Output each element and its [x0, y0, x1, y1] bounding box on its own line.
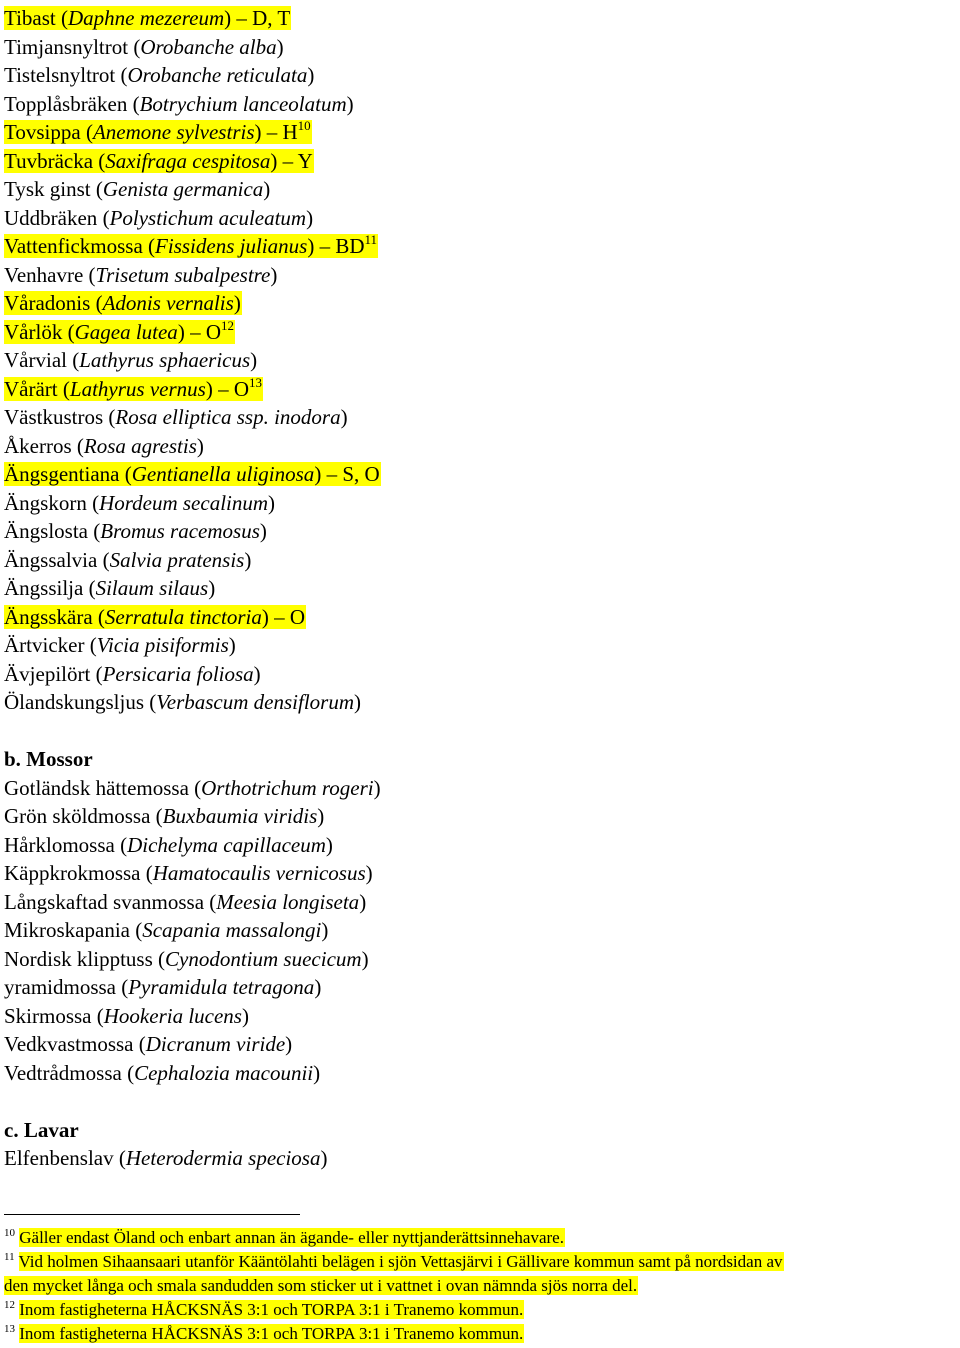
entry-text: Käppkrokmossa (Hamatocaulis vernicosus)	[4, 861, 373, 885]
list-item	[4, 688, 956, 717]
list-item	[4, 916, 956, 945]
common-name: Tovsippa	[4, 120, 81, 144]
common-name: Tibast	[4, 6, 56, 30]
scientific-name: Cephalozia macounii	[134, 1060, 314, 1085]
entry-text: Timjansnyltrot (Orobanche alba)	[4, 34, 284, 59]
common-name: Ängsgentiana	[4, 462, 120, 486]
list-item	[4, 574, 956, 603]
entry-text: Uddbräken (Polystichum aculeatum)	[4, 205, 314, 230]
list-item	[4, 460, 956, 489]
list-item	[4, 945, 956, 974]
entry-text: Ängsgentiana (Gentianella uliginosa) – S, O	[4, 462, 380, 486]
entry-text: Ävjepilört (Persicaria foliosa)	[4, 661, 261, 686]
scientific-name: Trisetum subalpestre	[95, 262, 271, 287]
category-code: D, T	[252, 6, 291, 30]
common-name: Långskaftad svanmossa	[4, 889, 205, 914]
entry-text: Ärtvicker (Vicia pisiformis)	[4, 633, 236, 657]
footnotes	[4, 1226, 956, 1346]
entry-text: Ölandskungsljus (Verbascum densiflorum)	[4, 690, 362, 714]
common-name: Vårvial	[4, 348, 67, 372]
common-name: Grön sköldmossa	[4, 804, 151, 828]
list-item	[4, 546, 956, 575]
category-code: Y	[297, 148, 313, 173]
moss-list	[4, 774, 956, 1088]
list-item	[4, 118, 956, 147]
entry-text: Långskaftad svanmossa (Meesia longiseta)	[4, 889, 367, 914]
scientific-name: Cynodontium suecicum	[165, 946, 362, 971]
scientific-name: Scapania massalongi	[142, 918, 322, 942]
entry-text: Elfenbenslav (Heterodermia speciosa)	[4, 1146, 328, 1170]
entry-text: Ängssalvia (Salvia pratensis)	[4, 547, 252, 572]
footnote-text: Vid holmen Sihaansaari utanför Kääntölahti belägen i sjön Vettasjärvi i Gällivare kommun samt på nordsidan av	[18, 1252, 783, 1271]
list-item	[4, 859, 956, 888]
common-name: Timjansnyltrot	[4, 34, 129, 59]
common-name: Ängsskära	[4, 604, 93, 629]
entry-text: Ängsskära (Serratula tinctoria) – O	[4, 604, 305, 629]
scientific-name: Adonis vernalis	[102, 291, 234, 315]
list-item	[4, 261, 956, 290]
footnote	[4, 1226, 956, 1250]
scientific-name: Daphne mezereum	[68, 6, 225, 30]
scientific-name: Vicia pisiformis	[96, 633, 229, 657]
footnote-ref: 13	[248, 374, 262, 390]
category-code: O	[205, 319, 221, 344]
scientific-name: Lathyrus vernus	[69, 376, 206, 401]
lichen-list	[4, 1144, 956, 1173]
scientific-name: Saxifraga cespitosa	[105, 148, 271, 173]
scientific-name: Rosa elliptica ssp. inodora	[115, 405, 341, 429]
entry-text: Tovsippa (Anemone sylvestris) – $H^{10}$	[4, 118, 311, 144]
common-name: Gotländsk hättemossa	[4, 775, 189, 800]
footnote-separator	[4, 1214, 300, 1215]
scientific-name: Polystichum aculeatum	[109, 205, 307, 230]
scientific-name: Serratula tinctoria	[104, 604, 262, 629]
common-name: Vattenfickmossa	[4, 234, 143, 258]
common-name: Elfenbenslav	[4, 1146, 114, 1170]
scientific-name: Hordeum secalinum	[99, 490, 269, 515]
footnote-number: 13	[4, 1323, 15, 1335]
common-name: Uddbräken	[4, 205, 98, 230]
common-name: Ängslosta	[4, 519, 88, 543]
common-name: Vedkvastmossa	[4, 1032, 134, 1056]
common-name: Vårlök	[4, 319, 63, 344]
scientific-name: Gagea lutea	[74, 319, 178, 344]
footnote-text: Inom fastigheterna HÅCKSNÄS 3:1 och TORPA 3:1 i Tranemo kommun.	[19, 1300, 524, 1319]
list-item	[4, 973, 956, 1002]
scientific-name: Hamatocaulis vernicosus	[152, 861, 366, 885]
scientific-name: Rosa agrestis	[83, 433, 197, 458]
entry-text: Våradonis (Adonis vernalis)	[4, 291, 241, 315]
entry-text: Ängslosta (Bromus racemosus)	[4, 519, 267, 543]
common-name: Tuvbräcka	[4, 148, 94, 173]
category-code: O	[289, 604, 305, 629]
footnote-text: Gäller endast Öland och enbart annan än ägande- eller nyttjanderättsinnehavare.	[19, 1228, 564, 1247]
common-name: Hårklomossa	[4, 832, 115, 857]
entry-text: Tysk ginst (Genista germanica)	[4, 177, 271, 201]
entry-text: Vattenfickmossa (Fissidens julianus) – BD$^{11}$	[4, 232, 378, 258]
entry-text: Topplåsbräken (Botrychium lanceolatum)	[4, 91, 354, 116]
common-name: Topplåsbräken	[4, 91, 128, 116]
category-code: BD	[335, 234, 365, 258]
scientific-name: Botrychium lanceolatum	[139, 91, 347, 116]
common-name: yramidmossa	[4, 975, 116, 999]
scientific-name: Orobanche alba	[140, 34, 277, 59]
list-item	[4, 517, 956, 546]
category-code: S, O	[342, 462, 380, 486]
scientific-name: Pyramidula tetragona	[128, 975, 315, 999]
common-name: Skirmossa	[4, 1003, 92, 1028]
entry-text: Vårlök (Gagea lutea) – $O^{12}$	[4, 317, 234, 344]
entry-text: Grön sköldmossa (Buxbaumia viridis)	[4, 804, 325, 828]
plant-list	[4, 4, 956, 717]
list-item	[4, 1059, 956, 1088]
footnote	[4, 1298, 956, 1322]
category-code: O	[233, 376, 249, 401]
scientific-name: Heterodermia speciosa	[125, 1146, 321, 1170]
heading-mossor: b. Mossor	[4, 747, 93, 771]
list-item	[4, 831, 956, 860]
common-name: Käppkrokmossa	[4, 861, 141, 885]
entry-text: Mikroskapania (Scapania massalongi)	[4, 918, 329, 942]
common-name: Våradonis	[4, 291, 91, 315]
list-item	[4, 660, 956, 689]
list-item	[4, 346, 956, 375]
list-item	[4, 61, 956, 90]
heading-lavar: c. Lavar	[4, 1117, 79, 1142]
common-name: Venhavre	[4, 262, 84, 287]
scientific-name: Orthotrichum rogeri	[201, 775, 374, 800]
common-name: Ävjepilört	[4, 661, 91, 686]
list-item	[4, 631, 956, 660]
common-name: Ängssalvia	[4, 547, 98, 572]
common-name: Ängskorn	[4, 490, 87, 515]
common-name: Vedtrådmossa	[4, 1060, 122, 1085]
scientific-name: Persicaria foliosa	[102, 661, 254, 686]
entry-text: yramidmossa (Pyramidula tetragona)	[4, 975, 322, 999]
entry-text: Venhavre (Trisetum subalpestre)	[4, 262, 278, 287]
entry-text: Ängssilja (Silaum silaus)	[4, 576, 216, 600]
scientific-name: Orobanche reticulata	[127, 63, 308, 87]
list-item	[4, 888, 956, 917]
list-item	[4, 489, 956, 518]
list-item	[4, 432, 956, 461]
scientific-name: Lathyrus sphaericus	[79, 348, 251, 372]
footnote-text: Inom fastigheterna HÅCKSNÄS 3:1 och TORPA 3:1 i Tranemo kommun.	[19, 1324, 524, 1343]
entry-text: Tistelsnyltrot (Orobanche reticulata)	[4, 63, 315, 87]
entry-text: Hårklomossa (Dichelyma capillaceum)	[4, 832, 333, 857]
entry-text: Ängskorn (Hordeum secalinum)	[4, 490, 276, 515]
footnote-ref: 10	[297, 118, 311, 133]
common-name: Nordisk klipptuss	[4, 946, 153, 971]
list-item	[4, 1144, 956, 1173]
footnote-number: 10	[4, 1227, 15, 1239]
entry-text: Västkustros (Rosa elliptica ssp. inodora)	[4, 405, 348, 429]
common-name: Vårärt	[4, 376, 58, 401]
entry-text: Skirmossa (Hookeria lucens)	[4, 1003, 249, 1028]
scientific-name: Genista germanica	[102, 177, 264, 201]
entry-text: Vedtrådmossa (Cephalozia macounii)	[4, 1060, 321, 1085]
list-item	[4, 204, 956, 233]
entry-text: Nordisk klipptuss (Cynodontium suecicum)	[4, 946, 369, 971]
common-name: Ölandskungsljus	[4, 690, 145, 714]
list-item	[4, 318, 956, 347]
common-name: Västkustros	[4, 405, 104, 429]
footnote-number: 11	[4, 1251, 15, 1263]
footnote-text: den mycket långa och smala sandudden som sticker ut i vattnet i ovan nämnda sjös norra del.	[4, 1276, 638, 1295]
list-item	[4, 1030, 956, 1059]
list-item	[4, 147, 956, 176]
entry-text: Vedkvastmossa (Dicranum viride)	[4, 1032, 293, 1056]
scientific-name: Anemone sylvestris	[92, 120, 255, 144]
scientific-name: Silaum silaus	[95, 576, 209, 600]
entry-text: Åkerros (Rosa agrestis)	[4, 433, 204, 458]
entry-text: Tuvbräcka (Saxifraga cespitosa) – Y	[4, 148, 313, 173]
document-body	[4, 4, 956, 1173]
common-name: Tysk ginst	[4, 177, 91, 201]
scientific-name: Gentianella uliginosa	[131, 462, 315, 486]
entry-text: Tibast (Daphne mezereum) – D, T	[4, 6, 291, 30]
footnote-number: 12	[4, 1299, 15, 1311]
common-name: Tistelsnyltrot	[4, 63, 116, 87]
entry-text: Gotländsk hättemossa (Orthotrichum rogeri)	[4, 775, 381, 800]
list-item	[4, 289, 956, 318]
scientific-name: Salvia pratensis	[109, 547, 245, 572]
list-item	[4, 4, 956, 33]
list-item	[4, 403, 956, 432]
scientific-name: Buxbaumia viridis	[162, 804, 318, 828]
list-item	[4, 375, 956, 404]
common-name: Ängssilja	[4, 576, 84, 600]
list-item	[4, 232, 956, 261]
entry-text: Vårvial (Lathyrus sphaericus)	[4, 348, 258, 372]
footnote	[4, 1250, 956, 1274]
list-item	[4, 1002, 956, 1031]
common-name: Mikroskapania	[4, 918, 130, 942]
footnote-continuation	[4, 1274, 956, 1298]
scientific-name: Dichelyma capillaceum	[127, 832, 326, 857]
scientific-name: Hookeria lucens	[103, 1003, 242, 1028]
footnote-ref: 11	[364, 232, 378, 247]
list-item	[4, 603, 956, 632]
scientific-name: Verbascum densiflorum	[156, 690, 355, 714]
category-code: H	[282, 120, 298, 144]
list-item	[4, 175, 956, 204]
scientific-name: Meesia longiseta	[216, 889, 360, 914]
footnote-ref: 12	[220, 317, 234, 333]
list-item	[4, 802, 956, 831]
list-item	[4, 774, 956, 803]
scientific-name: Dicranum viride	[145, 1032, 286, 1056]
scientific-name: Fissidens julianus	[155, 234, 308, 258]
scientific-name: Bromus racemosus	[100, 519, 260, 543]
footnote	[4, 1322, 956, 1346]
common-name: Åkerros	[4, 433, 72, 458]
entry-text: Vårärt (Lathyrus vernus) – $O^{13}$	[4, 374, 262, 401]
list-item	[4, 90, 956, 119]
common-name: Ärtvicker	[4, 633, 85, 657]
list-item	[4, 33, 956, 62]
